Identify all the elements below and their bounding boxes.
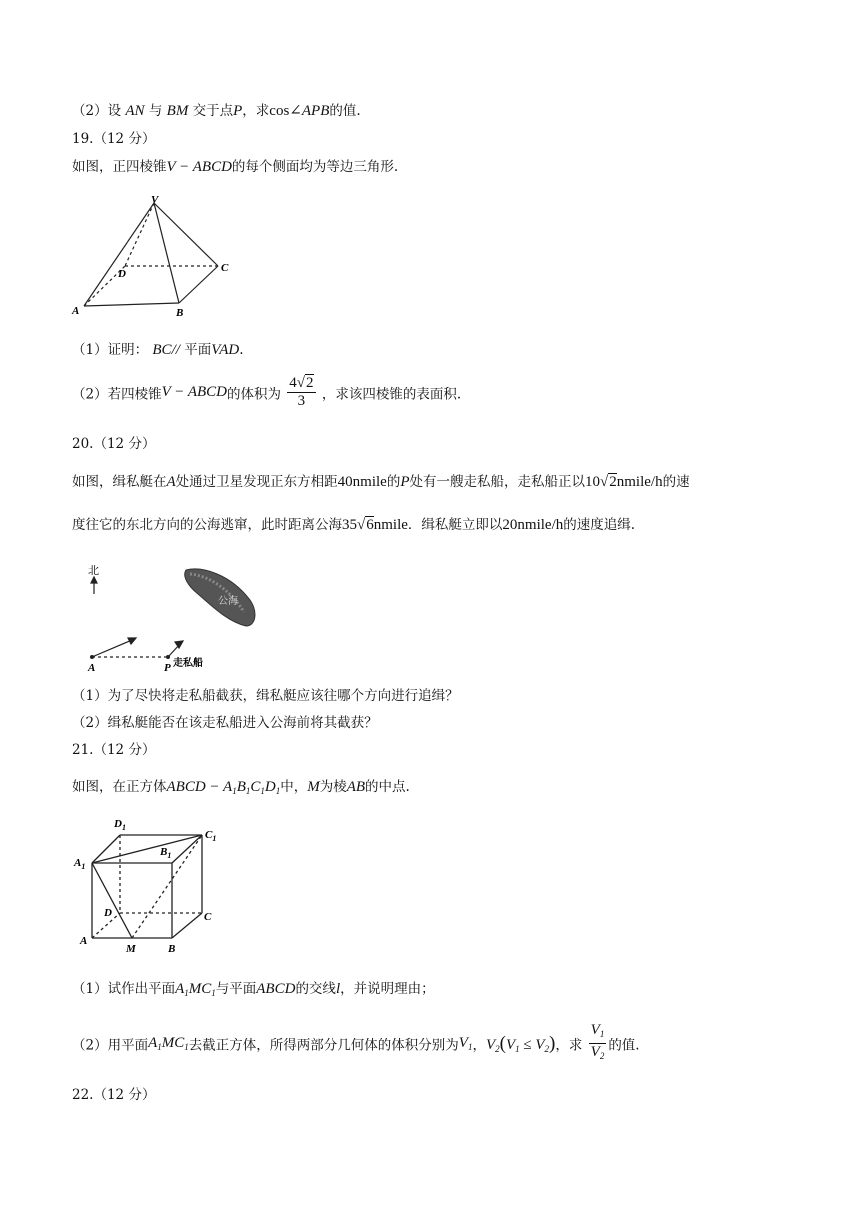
volume-fraction: $\frac{4√2}{3}$ [289,375,314,409]
north-label: 北 [88,565,99,577]
label-a: A [88,662,96,672]
q22-number: 22.（12 分） [72,1087,156,1103]
label-a: A [72,305,80,317]
q20-stem-line1: 如图，缉私艇在A处通过卫星发现正东方相距40nmile的P处有一艘走私船，走私船正以10√2nmile/h的速 [72,474,690,490]
q19-stem: 如图，正四棱锥V − ABCD的每个侧面均为等边三角形. [72,159,399,175]
label-d: D [118,268,126,280]
q18-part2: （2）设 AN 与 BM 交于点P，求cos∠APB的值. [72,103,361,119]
label-m: M [126,943,136,955]
q19-number: 19.（12 分） [72,131,156,147]
label-a: A [80,935,88,947]
q20-stem-line2: 度往它的东北方向的公海逃窜，此时距离公海35√6nmile．缉私艇立即以20nmile/h的速度追缉. [72,517,636,533]
label-c: C [204,911,212,923]
label-b1: $B_1$ [160,846,172,860]
q21-part1: （1）试作出平面$A_1MC_1$与平面ABCD的交线l，并说明理由； [72,981,435,998]
label-d1: $D_1$ [114,818,126,832]
q21-stem: 如图，在正方体ABCD − $A_1B_1C_1D_1$中，M为棱AB的中点. [72,779,410,796]
q21-number: 21.（12 分） [72,742,156,758]
cube-figure [72,810,222,960]
q19-part1: （1）证明： BC// 平面VAD. [72,342,244,358]
chase-figure [80,560,280,672]
label-c: C [221,262,229,274]
pyramid-name: V − ABCD [166,159,232,175]
segment-an: AN [125,103,145,119]
segment-bm: BM [166,103,189,119]
q20-number: 20.（12 分） [72,436,156,452]
label-d: D [104,907,112,919]
label-c1: $C_1$ [205,829,217,843]
q19-part2: （2）若四棱锥V − ABCD的体积为 $\frac{4√2}{3}$ ，求该四棱锥的表面积. [72,375,462,409]
label-b: B [168,943,176,955]
volume-ratio: $\frac{V_1}{V_2}$ [590,1022,605,1061]
q20-part2: （2）缉私艇能否在该走私船进入公海前将其截获？ [72,715,378,731]
label-v: V [151,194,159,206]
sea-label: 公海 [218,596,238,607]
label-a1: $A_1$ [74,857,86,871]
label-p: P [164,662,171,672]
q20-part1: （1）为了尽快将走私船截获，缉私艇应该往哪个方向进行追缉？ [72,688,459,704]
label-b: B [176,307,184,318]
pyramid-figure [70,193,240,318]
boat-label: 走私船 [173,658,203,669]
q21-part2: （2）用平面$A_1MC_1$去截正方体，所得两部分几何体的体积分别为$V_1$，$V_2(V_1 \le V_2)$，求 $\frac{V_1}{V_2}$ 的值. [72,1022,640,1065]
